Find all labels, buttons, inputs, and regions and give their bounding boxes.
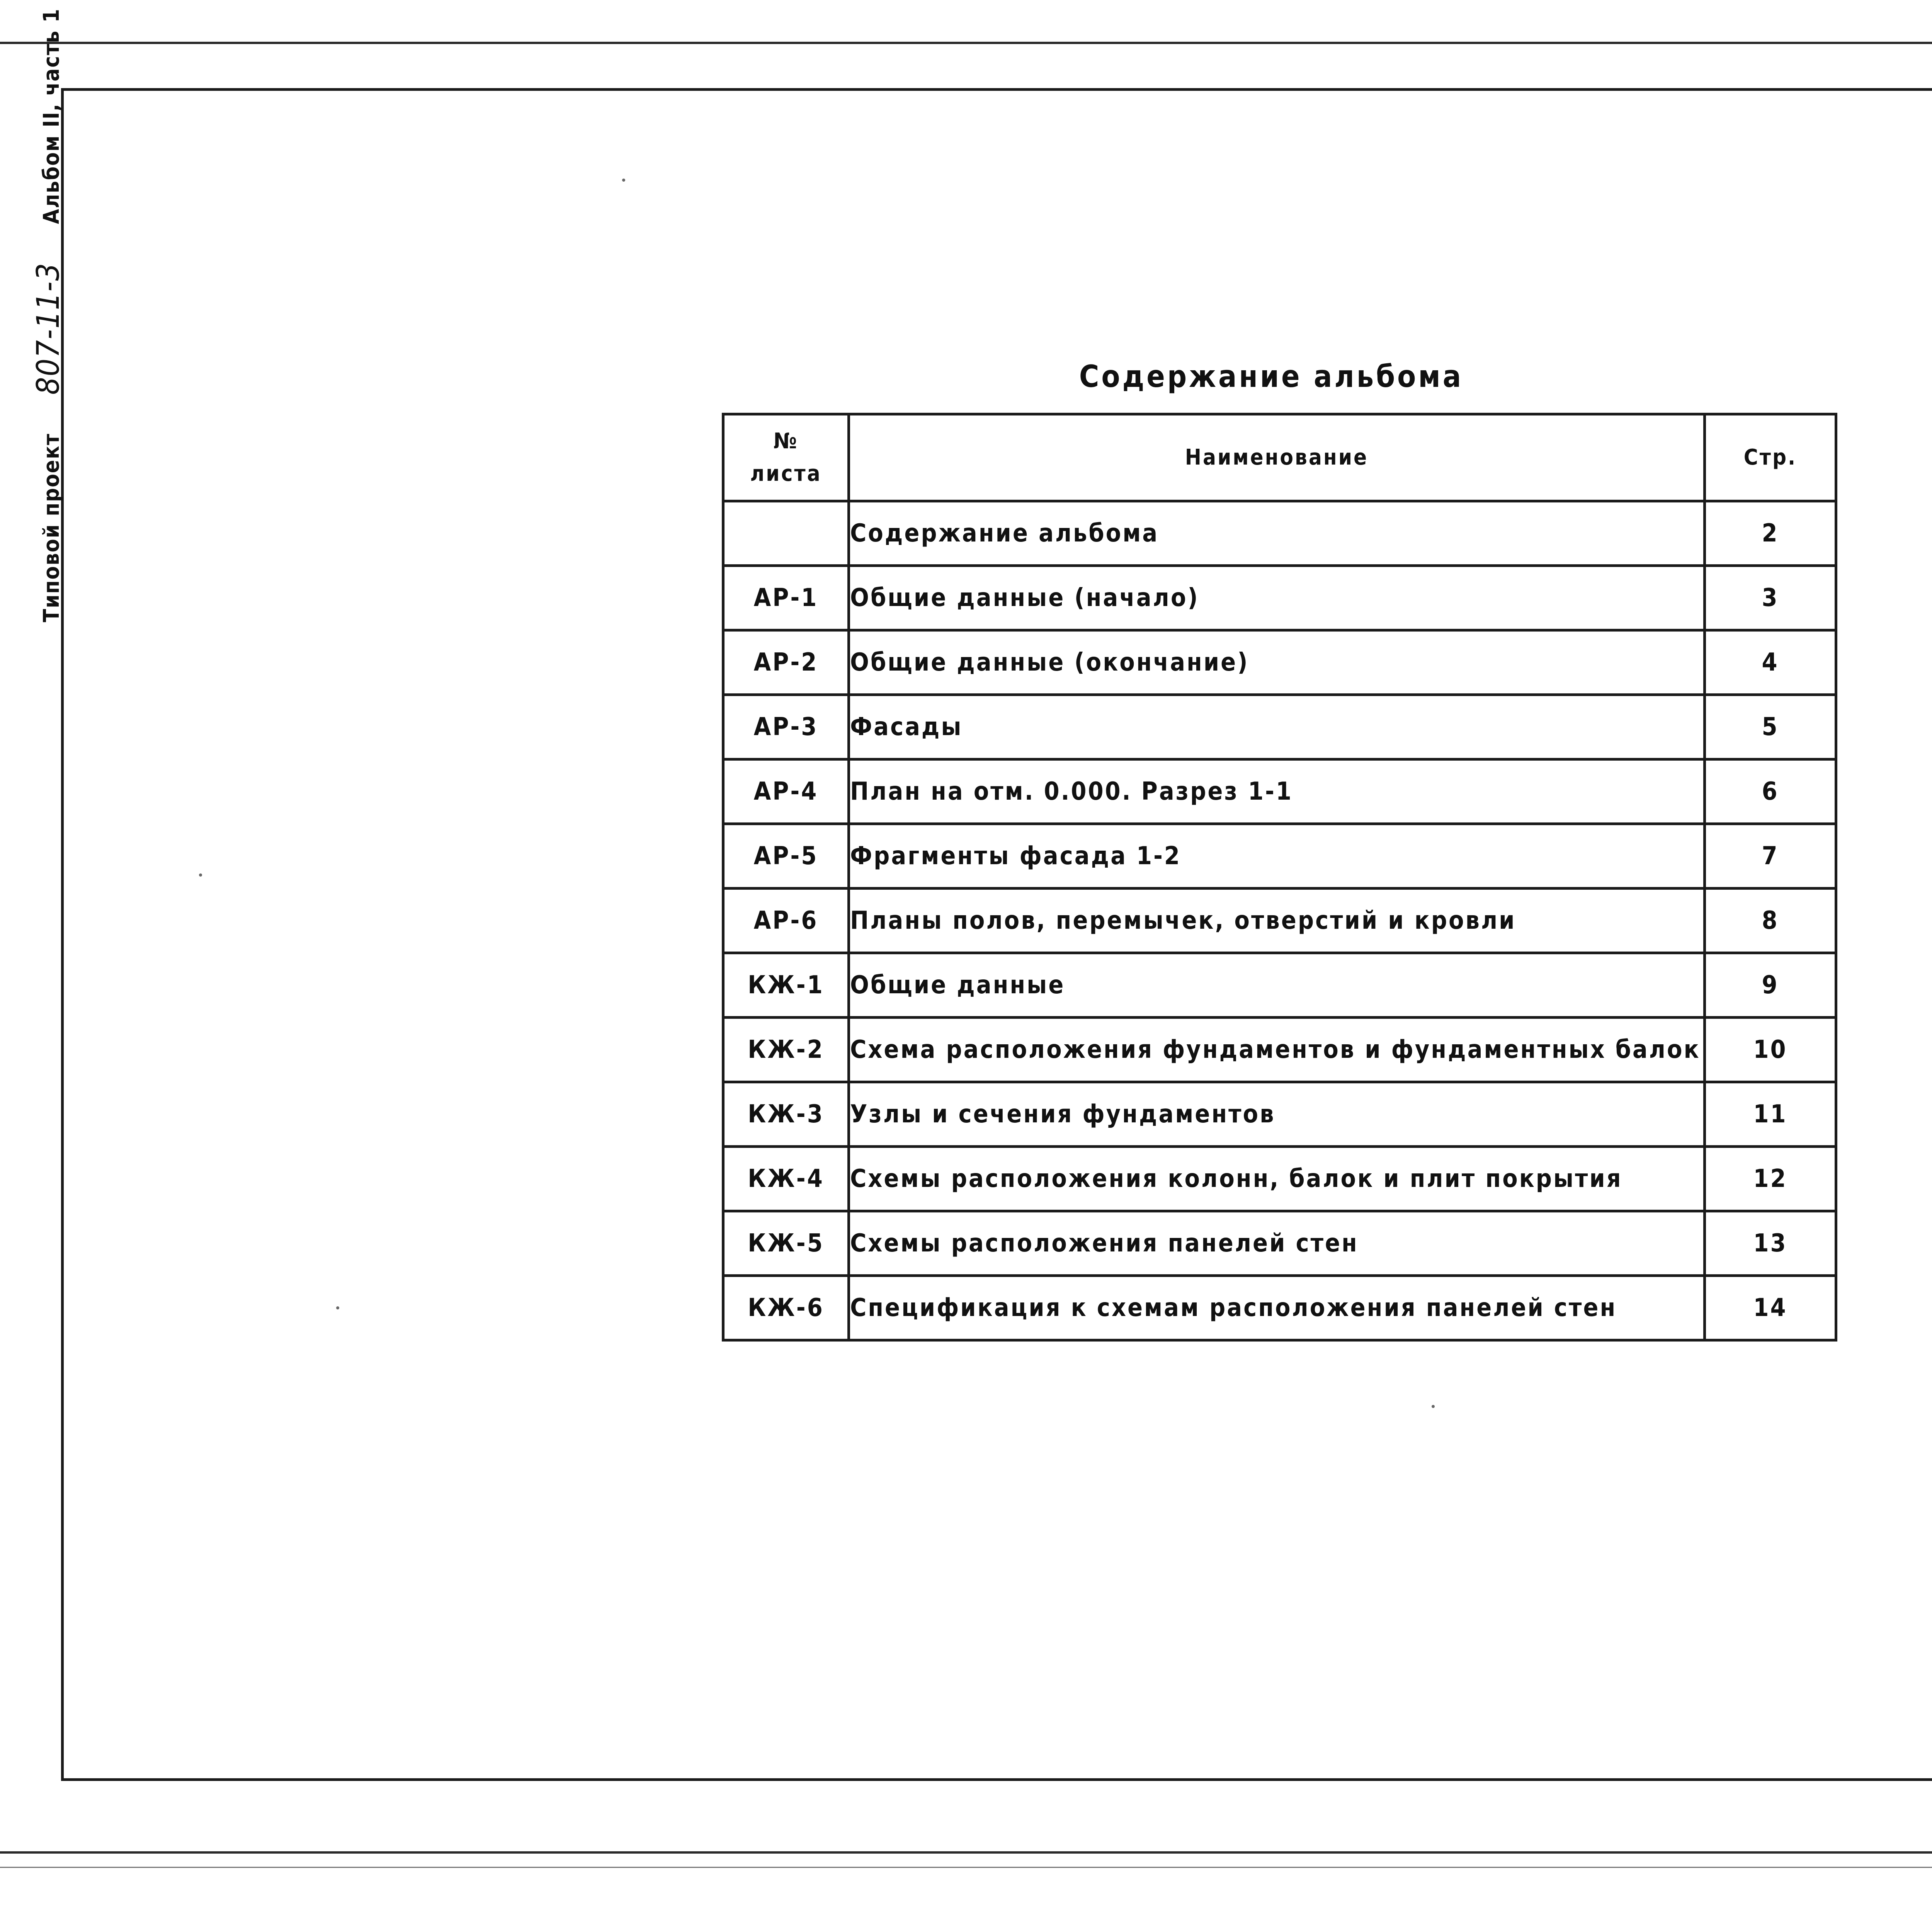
row-sheet-code: КЖ-6 [723, 1276, 849, 1340]
row-title: Общие данные [849, 953, 1705, 1018]
table-row [723, 630, 1836, 695]
document-title: Содержание альбома [1079, 359, 1464, 394]
row-page-number: 2 [1705, 501, 1836, 566]
row-sheet-code: КЖ-2 [723, 1018, 849, 1082]
table-row [723, 1082, 1836, 1147]
row-page-number: 6 [1705, 759, 1836, 824]
header-name: Наименование [849, 414, 1705, 501]
table-row [723, 953, 1836, 1018]
table-row [723, 695, 1836, 759]
table-header-row [723, 414, 1836, 501]
header-sheet-number [723, 414, 849, 501]
table-row [723, 1211, 1836, 1276]
row-page-number: 11 [1705, 1082, 1836, 1147]
row-title: Узлы и сечения фундаментов [849, 1082, 1705, 1147]
row-title: Фрагменты фасада 1-2 [849, 824, 1705, 889]
row-title: Общие данные (начало) [849, 566, 1705, 630]
row-page-number: 3 [1705, 566, 1836, 630]
row-sheet-code: АР-1 [723, 566, 849, 630]
row-page-number: 9 [1705, 953, 1836, 1018]
table-row [723, 889, 1836, 953]
side-stamp-album: Альбом II, часть 1 [39, 8, 64, 224]
row-sheet-code: АР-6 [723, 889, 849, 953]
header-sheet-number-symbol: № [773, 429, 799, 454]
scan-speck [199, 873, 202, 877]
table-row [723, 759, 1836, 824]
row-title: Содержание альбома [849, 501, 1705, 566]
row-page-number: 12 [1705, 1147, 1836, 1211]
row-title: Спецификация к схемам расположения панелей стен [849, 1276, 1705, 1340]
row-sheet-code [723, 501, 849, 566]
row-page-number: 7 [1705, 824, 1836, 889]
row-title: Планы полов, перемычек, отверстий и кровли [849, 889, 1705, 953]
row-title: Схемы расположения панелей стен [849, 1211, 1705, 1276]
header-page: Стр. [1705, 414, 1836, 501]
row-sheet-code: КЖ-5 [723, 1211, 849, 1276]
table-row [723, 501, 1836, 566]
contents-table [722, 413, 1837, 1342]
row-sheet-code: АР-5 [723, 824, 849, 889]
row-sheet-code: АР-4 [723, 759, 849, 824]
side-stamp [30, 8, 66, 622]
side-stamp-project: Типовой проект [39, 433, 64, 622]
table-row [723, 1276, 1836, 1340]
table-row [723, 1147, 1836, 1211]
row-sheet-code: АР-3 [723, 695, 849, 759]
scan-speck [622, 179, 625, 182]
row-title: Схема расположения фундаментов и фундаментных балок [849, 1018, 1705, 1082]
scan-speck [336, 1306, 339, 1309]
row-page-number: 13 [1705, 1211, 1836, 1276]
top-edge-line [0, 42, 1932, 44]
row-title: План на отм. 0.000. Разрез 1-1 [849, 759, 1705, 824]
row-page-number: 4 [1705, 630, 1836, 695]
side-stamp-project-code: 807-11-3 [30, 262, 66, 395]
bottom-edge-line-lower [0, 1867, 1932, 1868]
table-row [723, 824, 1836, 889]
row-sheet-code: КЖ-1 [723, 953, 849, 1018]
row-page-number: 14 [1705, 1276, 1836, 1340]
table-row [723, 1018, 1836, 1082]
row-page-number: 8 [1705, 889, 1836, 953]
table-row [723, 566, 1836, 630]
row-title: Общие данные (окончание) [849, 630, 1705, 695]
bottom-edge-line [0, 1851, 1932, 1854]
row-title: Схемы расположения колонн, балок и плит покрытия [849, 1147, 1705, 1211]
row-title: Фасады [849, 695, 1705, 759]
header-sheet-number-label: листа [750, 461, 822, 486]
scan-speck [1432, 1405, 1435, 1408]
row-sheet-code: КЖ-4 [723, 1147, 849, 1211]
row-page-number: 5 [1705, 695, 1836, 759]
row-page-number: 10 [1705, 1018, 1836, 1082]
row-sheet-code: КЖ-3 [723, 1082, 849, 1147]
row-sheet-code: АР-2 [723, 630, 849, 695]
